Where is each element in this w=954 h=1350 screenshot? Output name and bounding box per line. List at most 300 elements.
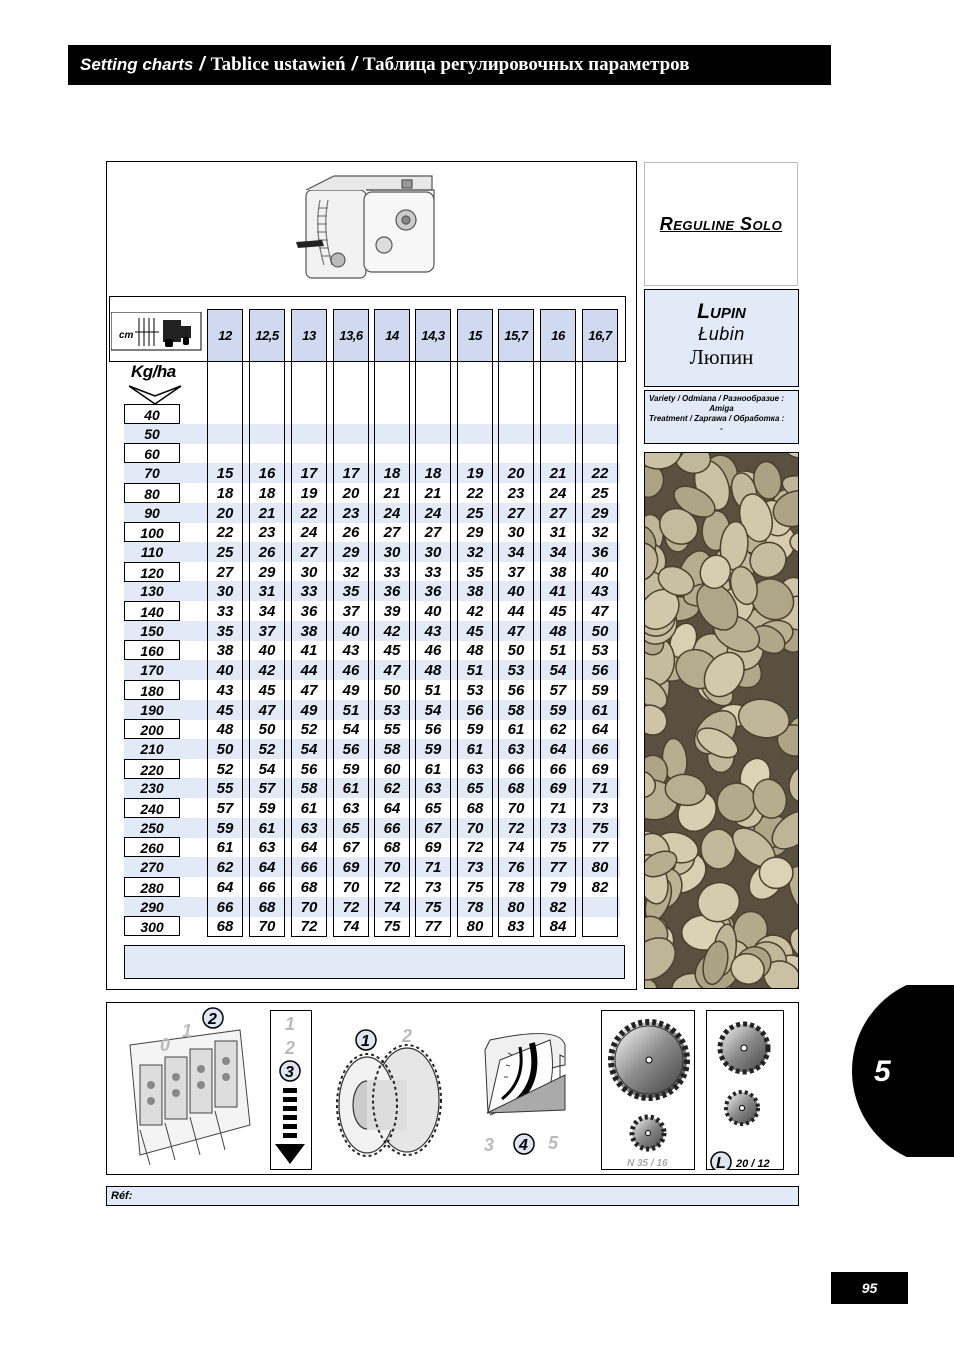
table-cell: 70 bbox=[342, 878, 360, 896]
step-3: 3 bbox=[285, 1064, 294, 1081]
table-cell: 72 bbox=[300, 918, 318, 936]
table-cell: 62 bbox=[549, 721, 567, 739]
column-header: 14 bbox=[374, 309, 410, 362]
table-cell: 47 bbox=[591, 603, 609, 620]
table-cell: 57 bbox=[549, 681, 567, 699]
table-cell: 74 bbox=[342, 918, 360, 936]
table-cell: 54 bbox=[300, 740, 318, 758]
table-cell: 26 bbox=[258, 543, 276, 561]
column-header: 13 bbox=[291, 309, 327, 362]
table-cell: 56 bbox=[466, 701, 484, 719]
table-cell bbox=[582, 444, 618, 464]
table-cell: 50 bbox=[383, 681, 401, 699]
variety-box bbox=[644, 390, 799, 444]
table-cell: 35 bbox=[216, 622, 234, 640]
table-cell: 45 bbox=[216, 701, 234, 719]
table-cell: 65 bbox=[466, 780, 484, 798]
table-cell: 73 bbox=[591, 800, 609, 817]
table-cell: 62 bbox=[216, 859, 234, 877]
table-cell: 58 bbox=[507, 701, 525, 719]
rate-label: 50 bbox=[144, 425, 160, 442]
table-cell bbox=[582, 898, 618, 918]
lupin-seed bbox=[783, 453, 799, 459]
table-cell: 54 bbox=[424, 701, 442, 719]
step-indicator bbox=[270, 1010, 312, 1170]
roller-position-2: 2 bbox=[208, 1011, 217, 1028]
step-2: 2 bbox=[285, 1038, 296, 1058]
table-cell: 75 bbox=[466, 878, 484, 896]
table-cell: 71 bbox=[591, 780, 609, 798]
table-cell bbox=[457, 405, 493, 425]
table-cell: 70 bbox=[300, 898, 318, 916]
table-cell bbox=[457, 444, 493, 464]
table-cell: 58 bbox=[300, 780, 318, 798]
table-cell: 73 bbox=[424, 878, 442, 896]
table-cell: 68 bbox=[466, 800, 484, 817]
step-1: 1 bbox=[285, 1014, 296, 1034]
table-cell: 38 bbox=[216, 642, 234, 660]
table-cell: 24 bbox=[300, 524, 318, 542]
seed-hopper-illustration bbox=[294, 170, 444, 290]
header-title-en: Setting charts bbox=[80, 55, 194, 74]
table-cell bbox=[415, 405, 451, 425]
table-cell: 61 bbox=[342, 780, 360, 798]
table-cell: 37 bbox=[507, 563, 525, 581]
table-cell: 25 bbox=[216, 543, 234, 561]
table-cell: 20 bbox=[342, 484, 360, 502]
working-width-icon bbox=[111, 312, 203, 352]
rate-label: 290 bbox=[140, 898, 164, 915]
table-cell: 40 bbox=[216, 662, 234, 680]
table-cell: 82 bbox=[549, 898, 567, 916]
gear-set-n-icon bbox=[601, 1010, 695, 1170]
table-cell bbox=[498, 405, 534, 425]
rate-label: 130 bbox=[140, 583, 164, 600]
rate-label: 200 bbox=[124, 719, 180, 739]
seed-texture bbox=[645, 453, 799, 989]
table-cell: 42 bbox=[258, 662, 276, 680]
crop-box bbox=[644, 289, 799, 387]
wheel-position-2: 2 bbox=[402, 1026, 413, 1046]
table-cell: 51 bbox=[342, 701, 360, 719]
notes-box bbox=[124, 945, 625, 979]
table-cell: 19 bbox=[466, 465, 484, 483]
table-cell: 59 bbox=[342, 760, 360, 778]
model-name: Reguline Solo bbox=[659, 213, 783, 234]
table-cell: 40 bbox=[342, 622, 360, 640]
table-cell bbox=[540, 425, 576, 445]
table-cell: 18 bbox=[383, 465, 401, 483]
table-cell: 68 bbox=[300, 878, 318, 896]
table-cell: 24 bbox=[383, 504, 401, 522]
table-cell: 29 bbox=[342, 543, 360, 561]
table-cell: 27 bbox=[424, 524, 442, 542]
table-cell: 70 bbox=[466, 819, 484, 837]
table-cell: 33 bbox=[424, 563, 442, 581]
table-cell: 57 bbox=[216, 800, 234, 817]
table-cell: 59 bbox=[258, 800, 276, 817]
table-cell: 66 bbox=[300, 859, 318, 877]
table-cell: 56 bbox=[300, 760, 318, 778]
table-cell: 70 bbox=[507, 800, 525, 817]
rate-label: 210 bbox=[140, 740, 164, 757]
table-cell: 30 bbox=[424, 543, 442, 561]
table-cell: 22 bbox=[466, 484, 484, 502]
table-cell: 68 bbox=[258, 898, 276, 916]
table-cell: 56 bbox=[424, 721, 442, 739]
table-cell: 21 bbox=[383, 484, 401, 502]
table-cell: 56 bbox=[507, 681, 525, 699]
crop-name-pl: Łubin bbox=[698, 324, 745, 344]
table-cell: 65 bbox=[342, 819, 360, 837]
table-cell: 48 bbox=[424, 662, 442, 680]
table-cell: 25 bbox=[466, 504, 484, 522]
table-cell: 51 bbox=[549, 642, 567, 660]
column-header: 15,7 bbox=[498, 309, 534, 362]
reference-bar bbox=[106, 1186, 799, 1206]
table-cell: 77 bbox=[424, 918, 442, 936]
table-cell: 34 bbox=[258, 603, 276, 620]
page-number: 95 bbox=[831, 1272, 908, 1304]
table-cell: 68 bbox=[383, 839, 401, 857]
table-cell: 40 bbox=[424, 603, 442, 620]
table-cell: 45 bbox=[466, 622, 484, 640]
table-cell: 38 bbox=[549, 563, 567, 581]
table-cell: 22 bbox=[591, 465, 609, 483]
table-cell: 33 bbox=[383, 563, 401, 581]
table-cell: 75 bbox=[591, 819, 609, 837]
table-cell: 25 bbox=[591, 484, 609, 502]
table-cell: 39 bbox=[383, 603, 401, 620]
table-cell: 23 bbox=[507, 484, 525, 502]
header-separator: / bbox=[199, 54, 205, 75]
table-cell: 41 bbox=[549, 583, 567, 601]
table-cell: 63 bbox=[466, 760, 484, 778]
table-cell: 35 bbox=[342, 583, 360, 601]
gear-l-letter: L bbox=[716, 1155, 726, 1170]
drive-wheel-illustration bbox=[322, 1010, 452, 1170]
table-cell: 62 bbox=[383, 780, 401, 798]
table-cell: 54 bbox=[342, 721, 360, 739]
table-cell: 59 bbox=[466, 721, 484, 739]
column-header: 16,7 bbox=[582, 309, 618, 362]
table-cell: 29 bbox=[258, 563, 276, 581]
table-cell bbox=[582, 425, 618, 445]
variety-label: Variety / Odmiana / Разнообразие : bbox=[649, 394, 785, 403]
table-cell: 66 bbox=[549, 760, 567, 778]
column-header: 14,3 bbox=[415, 309, 451, 362]
table-cell: 24 bbox=[549, 484, 567, 502]
table-cell: 27 bbox=[549, 504, 567, 522]
table-cell: 17 bbox=[342, 465, 360, 483]
table-cell: 47 bbox=[258, 701, 276, 719]
table-cell: 30 bbox=[383, 543, 401, 561]
table-cell: 29 bbox=[591, 504, 609, 522]
table-cell bbox=[540, 444, 576, 464]
table-cell bbox=[207, 444, 243, 464]
table-cell: 36 bbox=[591, 543, 609, 561]
column-header: 13,6 bbox=[333, 309, 369, 362]
table-cell: 77 bbox=[591, 839, 609, 857]
table-cell: 53 bbox=[591, 642, 609, 660]
table-cell: 41 bbox=[300, 642, 318, 660]
table-cell bbox=[291, 444, 327, 464]
table-cell: 52 bbox=[216, 760, 234, 778]
table-cell: 56 bbox=[591, 662, 609, 680]
table-cell: 47 bbox=[507, 622, 525, 640]
table-cell: 40 bbox=[591, 563, 609, 581]
table-cell: 37 bbox=[342, 603, 360, 620]
table-cell: 27 bbox=[216, 563, 234, 581]
table-cell bbox=[498, 444, 534, 464]
table-cell: 65 bbox=[424, 800, 442, 817]
table-cell: 32 bbox=[591, 524, 609, 542]
column-header: 15 bbox=[457, 309, 493, 362]
table-cell: 51 bbox=[424, 681, 442, 699]
table-cell: 77 bbox=[549, 859, 567, 877]
table-cell: 55 bbox=[383, 721, 401, 739]
table-cell: 76 bbox=[507, 859, 525, 877]
gear-set-l-icon bbox=[706, 1010, 784, 1170]
table-cell: 38 bbox=[300, 622, 318, 640]
table-cell: 21 bbox=[424, 484, 442, 502]
table-cell: 26 bbox=[342, 524, 360, 542]
table-cell: 49 bbox=[342, 681, 360, 699]
rate-label: 140 bbox=[124, 601, 180, 621]
rate-label: 270 bbox=[140, 859, 164, 876]
roller-position-1: 1 bbox=[182, 1021, 193, 1041]
table-cell: 44 bbox=[507, 603, 525, 620]
crop-name-en: Lupin bbox=[697, 300, 746, 323]
table-cell: 22 bbox=[300, 504, 318, 522]
table-cell: 23 bbox=[258, 524, 276, 542]
rate-label: 180 bbox=[124, 680, 180, 700]
rate-label: 220 bbox=[124, 759, 180, 779]
table-cell: 68 bbox=[507, 780, 525, 798]
column-header: 16 bbox=[540, 309, 576, 362]
metering-roller-illustration bbox=[110, 1005, 255, 1170]
table-cell: 34 bbox=[507, 543, 525, 561]
table-cell: 61 bbox=[216, 839, 234, 857]
table-cell: 50 bbox=[216, 740, 234, 758]
table-cell bbox=[582, 405, 618, 425]
table-cell: 27 bbox=[507, 504, 525, 522]
table-cell: 72 bbox=[507, 819, 525, 837]
rate-label: 280 bbox=[124, 877, 180, 897]
rate-label: 120 bbox=[124, 562, 180, 582]
header-separator: / bbox=[351, 54, 357, 75]
table-cell: 69 bbox=[591, 760, 609, 778]
table-cell bbox=[207, 405, 243, 425]
table-cell: 21 bbox=[549, 465, 567, 483]
table-cell: 36 bbox=[383, 583, 401, 601]
table-cell bbox=[333, 405, 369, 425]
table-cell: 64 bbox=[258, 859, 276, 877]
dial-position-4: 4 bbox=[519, 1137, 528, 1154]
reference-label: Réf: bbox=[111, 1190, 133, 1202]
lupin-seed bbox=[759, 857, 794, 889]
table-cell: 46 bbox=[424, 642, 442, 660]
section-tab bbox=[852, 985, 954, 1157]
table-cell bbox=[374, 444, 410, 464]
table-cell bbox=[291, 405, 327, 425]
wheel-position-1: 1 bbox=[361, 1033, 370, 1050]
table-cell: 70 bbox=[383, 859, 401, 877]
table-cell bbox=[540, 405, 576, 425]
table-cell: 27 bbox=[383, 524, 401, 542]
table-cell: 48 bbox=[216, 721, 234, 739]
table-cell: 72 bbox=[383, 878, 401, 896]
table-cell: 61 bbox=[507, 721, 525, 739]
table-cell: 33 bbox=[216, 603, 234, 620]
table-cell: 18 bbox=[424, 465, 442, 483]
variety-value: Amiga bbox=[709, 404, 734, 413]
table-cell bbox=[415, 425, 451, 445]
table-cell: 63 bbox=[342, 800, 360, 817]
dial-gauge-illustration bbox=[470, 1025, 580, 1165]
table-cell: 80 bbox=[507, 898, 525, 916]
table-cell: 66 bbox=[216, 898, 234, 916]
table-cell: 71 bbox=[424, 859, 442, 877]
table-cell: 55 bbox=[216, 780, 234, 798]
table-cell: 61 bbox=[424, 760, 442, 778]
table-cell: 75 bbox=[424, 898, 442, 916]
table-cell bbox=[333, 444, 369, 464]
table-cell bbox=[207, 425, 243, 445]
table-cell: 16 bbox=[258, 465, 276, 483]
table-cell: 66 bbox=[383, 819, 401, 837]
table-cell: 53 bbox=[466, 681, 484, 699]
rate-label: 150 bbox=[140, 622, 164, 639]
header-title-ru: Таблица регулировочных параметров bbox=[362, 54, 690, 75]
table-cell: 43 bbox=[591, 583, 609, 601]
table-cell: 71 bbox=[549, 800, 567, 817]
rate-label: 70 bbox=[144, 465, 160, 482]
table-cell: 50 bbox=[258, 721, 276, 739]
table-cell: 54 bbox=[549, 662, 567, 680]
roller-position-0: 0 bbox=[160, 1035, 171, 1055]
treatment-value: - bbox=[720, 424, 723, 433]
table-cell: 50 bbox=[591, 622, 609, 640]
table-cell: 60 bbox=[383, 760, 401, 778]
table-cell bbox=[249, 405, 285, 425]
table-cell: 24 bbox=[424, 504, 442, 522]
table-cell: 30 bbox=[300, 563, 318, 581]
table-cell: 48 bbox=[549, 622, 567, 640]
table-cell: 72 bbox=[342, 898, 360, 916]
table-cell: 57 bbox=[258, 780, 276, 798]
table-cell: 47 bbox=[300, 681, 318, 699]
column-header: 12,5 bbox=[249, 309, 285, 362]
table-cell: 29 bbox=[466, 524, 484, 542]
table-cell: 43 bbox=[424, 622, 442, 640]
table-cell: 64 bbox=[591, 721, 609, 739]
dial-position-3: 3 bbox=[484, 1135, 495, 1155]
table-cell: 84 bbox=[549, 918, 567, 936]
table-cell: 54 bbox=[258, 760, 276, 778]
table-cell: 43 bbox=[342, 642, 360, 660]
dial-position-5: 5 bbox=[548, 1133, 559, 1153]
table-cell: 18 bbox=[216, 484, 234, 502]
table-cell: 64 bbox=[300, 839, 318, 857]
lupin-seed-photo bbox=[644, 452, 799, 989]
table-cell: 42 bbox=[383, 622, 401, 640]
table-cell: 50 bbox=[507, 642, 525, 660]
table-cell: 19 bbox=[300, 484, 318, 502]
table-cell bbox=[582, 917, 618, 937]
header-title-pl: Tablice ustawień bbox=[210, 54, 346, 75]
table-cell: 69 bbox=[549, 780, 567, 798]
table-cell: 64 bbox=[383, 800, 401, 817]
table-cell: 33 bbox=[300, 583, 318, 601]
table-cell: 37 bbox=[258, 622, 276, 640]
rate-label: 80 bbox=[124, 483, 180, 503]
table-cell: 56 bbox=[342, 740, 360, 758]
table-cell bbox=[457, 425, 493, 445]
lupin-seed bbox=[786, 764, 799, 805]
table-cell bbox=[291, 425, 327, 445]
down-arrow-icon bbox=[127, 382, 183, 406]
table-cell: 66 bbox=[258, 878, 276, 896]
table-cell: 59 bbox=[424, 740, 442, 758]
table-cell: 63 bbox=[258, 839, 276, 857]
table-cell: 75 bbox=[383, 918, 401, 936]
table-cell: 38 bbox=[466, 583, 484, 601]
table-cell: 58 bbox=[383, 740, 401, 758]
table-cell: 53 bbox=[507, 662, 525, 680]
table-cell: 67 bbox=[424, 819, 442, 837]
table-cell: 20 bbox=[216, 504, 234, 522]
table-cell: 48 bbox=[466, 642, 484, 660]
rate-label: 90 bbox=[144, 504, 160, 521]
page-header bbox=[68, 45, 831, 85]
table-cell: 75 bbox=[549, 839, 567, 857]
table-cell: 64 bbox=[216, 878, 234, 896]
table-cell: 61 bbox=[591, 701, 609, 719]
table-cell: 70 bbox=[258, 918, 276, 936]
rate-label: 300 bbox=[124, 916, 180, 936]
rate-label: 160 bbox=[124, 640, 180, 660]
rate-label: 170 bbox=[140, 662, 164, 679]
table-cell: 27 bbox=[300, 543, 318, 561]
table-cell: 63 bbox=[424, 780, 442, 798]
table-cell bbox=[498, 425, 534, 445]
crop-name-ru: Люпин bbox=[689, 345, 754, 369]
table-cell: 35 bbox=[466, 563, 484, 581]
table-cell: 73 bbox=[466, 859, 484, 877]
table-cell: 45 bbox=[549, 603, 567, 620]
rate-label: 110 bbox=[140, 543, 164, 560]
table-cell bbox=[249, 444, 285, 464]
table-cell: 23 bbox=[342, 504, 360, 522]
rate-label: 240 bbox=[124, 798, 180, 818]
table-cell: 36 bbox=[424, 583, 442, 601]
table-cell: 44 bbox=[300, 662, 318, 680]
table-cell: 53 bbox=[383, 701, 401, 719]
table-cell: 59 bbox=[591, 681, 609, 699]
table-cell: 67 bbox=[342, 839, 360, 857]
table-cell: 61 bbox=[258, 819, 276, 837]
table-cell: 74 bbox=[383, 898, 401, 916]
table-cell: 61 bbox=[300, 800, 318, 817]
table-cell: 82 bbox=[591, 878, 609, 896]
table-cell: 32 bbox=[342, 563, 360, 581]
lupin-seed bbox=[645, 453, 682, 469]
table-cell: 21 bbox=[258, 504, 276, 522]
table-cell: 63 bbox=[300, 819, 318, 837]
table-cell: 69 bbox=[342, 859, 360, 877]
table-cell bbox=[249, 425, 285, 445]
